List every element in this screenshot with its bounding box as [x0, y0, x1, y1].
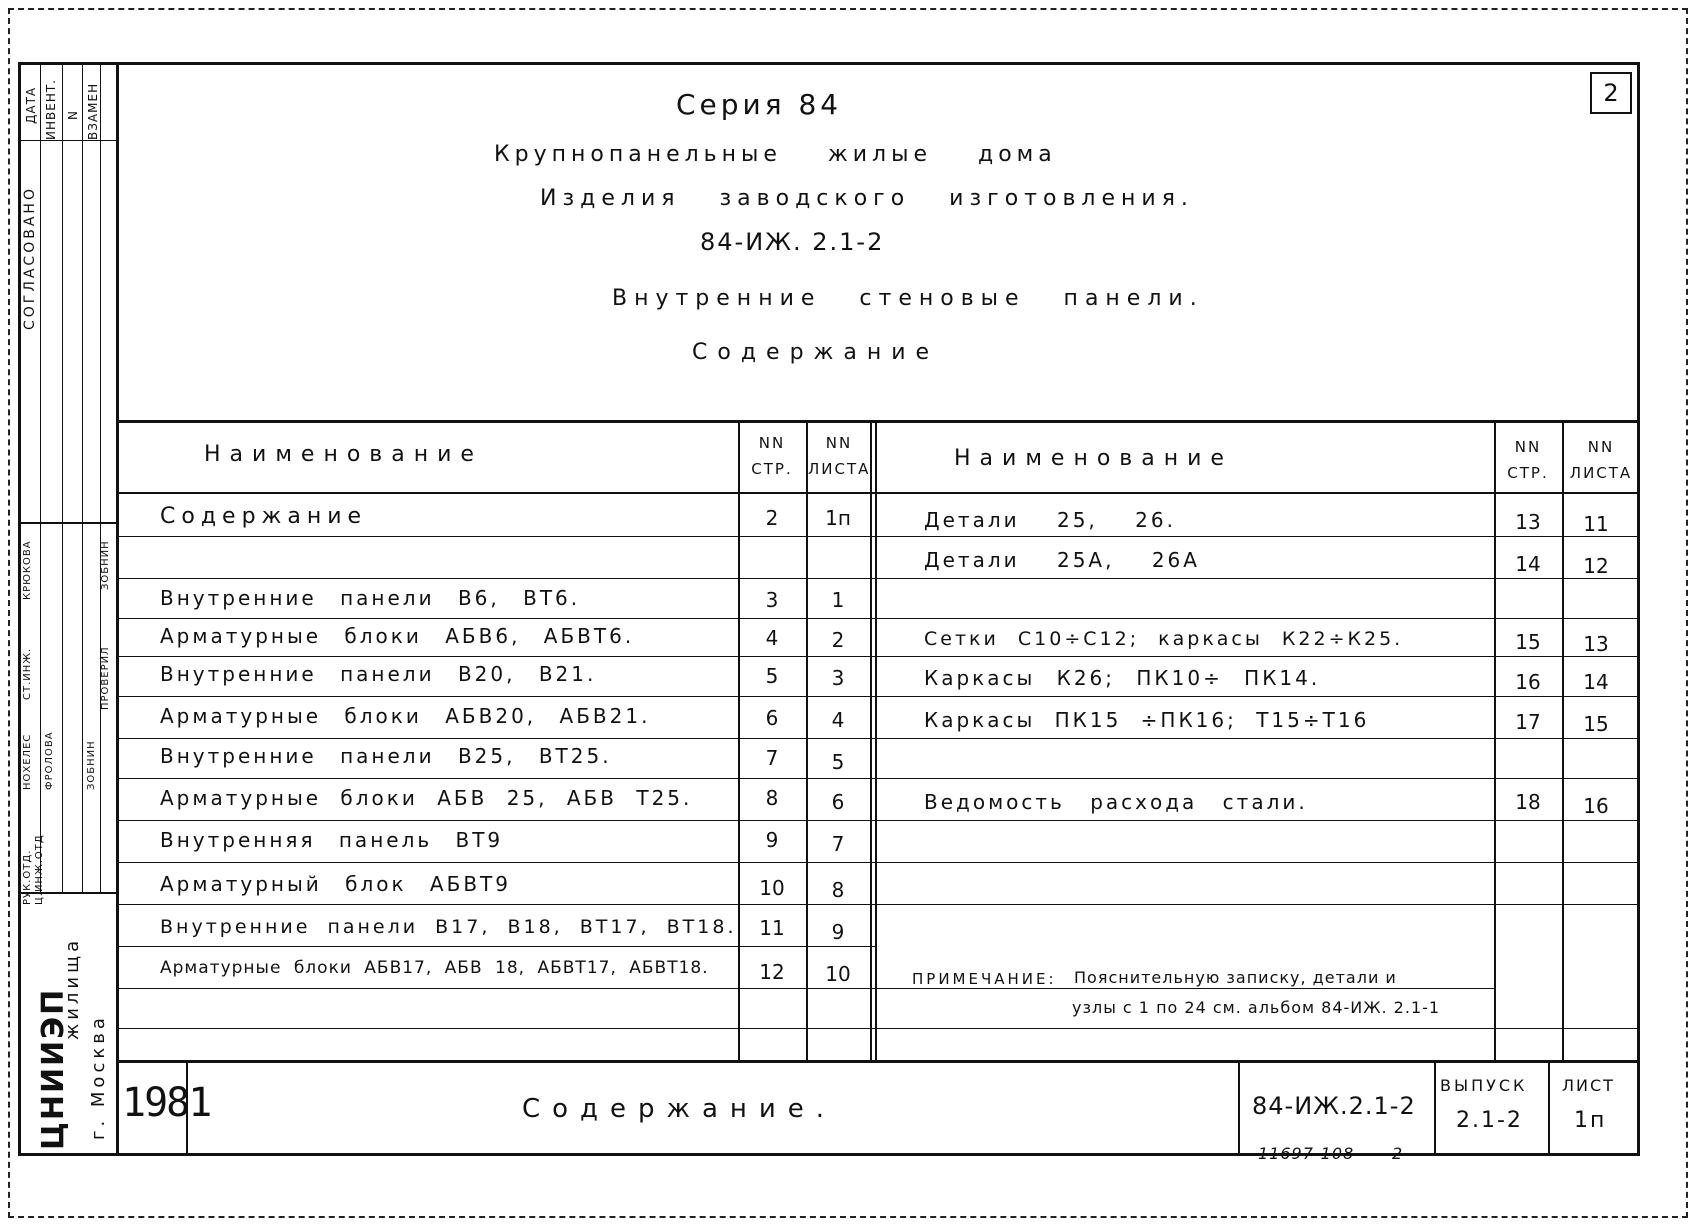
- stamp-vline: [1434, 1060, 1436, 1156]
- list-item-page: 9: [765, 828, 779, 852]
- list-item-name: Внутренние панели В17, В18, ВТ17, ВТ18.: [160, 916, 737, 938]
- footer-page: 2: [1392, 1144, 1406, 1163]
- row-line: [116, 946, 876, 947]
- table-vline: [738, 420, 740, 1060]
- stamp-code: 84-ИЖ.2.1-2: [1252, 1092, 1416, 1120]
- list-item-page: 10: [759, 876, 785, 900]
- list-item-name: Содержание: [160, 504, 368, 529]
- list-item-page: 11: [759, 916, 785, 940]
- list-item-name: Ведомость расхода стали.: [924, 790, 1308, 814]
- table-vline: [875, 420, 877, 1060]
- strip-role: РУК.ОТД.: [22, 849, 33, 905]
- list-item-name: Внутренние панели В25, ВТ25.: [160, 744, 612, 768]
- list-item-name: Внутренняя панель ВТ9: [160, 828, 504, 852]
- list-item-name: Внутренние панели В6, ВТ6.: [160, 586, 581, 610]
- stamp-org-sub: жилища: [62, 936, 83, 1040]
- strip-name: НОХЕЛЕС: [22, 733, 33, 790]
- title-line4: Содержание: [692, 340, 940, 365]
- strip-name: ЗОБНИН: [100, 540, 111, 590]
- header-name-right: Наименование: [954, 446, 1233, 471]
- row-line: [116, 1028, 876, 1029]
- stamp-issue: 2.1-2: [1456, 1108, 1523, 1133]
- list-item-sheet: 4: [831, 708, 845, 732]
- list-item-page: 14: [1515, 552, 1541, 576]
- list-item-sheet: 11: [1583, 512, 1609, 536]
- list-item-name: Детали 25А, 26А: [924, 548, 1200, 572]
- strip-name: ФРОЛОВА: [44, 731, 55, 790]
- title-code: 84-ИЖ. 2.1-2: [700, 228, 885, 256]
- row-line-right: [876, 1028, 1640, 1029]
- list-item-sheet: 1п: [825, 506, 851, 530]
- list-item-sheet: 10: [825, 962, 851, 986]
- list-item-page: 15: [1515, 630, 1541, 654]
- row-line: [116, 904, 1640, 905]
- list-item-sheet: 5: [831, 750, 845, 774]
- list-item-page: 4: [765, 626, 779, 650]
- row-line: [116, 862, 1640, 863]
- strip-instead: ВЗАМЕН: [86, 82, 100, 140]
- header-name-left: Наименование: [204, 442, 483, 467]
- strip-hline: [18, 140, 116, 141]
- list-item-name: Детали 25, 26.: [924, 508, 1176, 532]
- list-item-name: Арматурный блок АБВТ9: [160, 872, 511, 896]
- row-line: [116, 536, 1640, 537]
- strip-date: ДАТА: [24, 86, 38, 124]
- row-line: [116, 696, 1640, 697]
- row-line: [116, 656, 1640, 657]
- list-item-page: 8: [765, 786, 779, 810]
- strip-name: ПРОВЕРИЛ: [100, 646, 111, 710]
- stamp-sheet-label: ЛИСТ: [1562, 1076, 1615, 1095]
- strip-agreed: СОГЛАСОВАНО: [22, 186, 38, 330]
- strip-hline: [18, 522, 116, 524]
- list-item-page: 17: [1515, 710, 1541, 734]
- stamp-title: Содержание.: [522, 1094, 837, 1124]
- list-item-page: 13: [1515, 510, 1541, 534]
- title-line2: Изделия заводского изготовления.: [540, 186, 1194, 211]
- header-page-left: NN СТР.: [751, 434, 793, 478]
- strip-name: ЗОБНИН: [86, 740, 97, 790]
- list-item-sheet: 12: [1583, 554, 1609, 578]
- strip-name: КРЮКОВА: [22, 540, 33, 600]
- row-line: [116, 778, 1640, 779]
- list-item-sheet: 13: [1583, 632, 1609, 656]
- row-line: [116, 738, 1640, 739]
- strip-role: СТ.ИНЖ.: [22, 647, 33, 700]
- series-title: Серия 84: [676, 88, 843, 121]
- table-vline: [870, 420, 872, 1060]
- table-top: [116, 420, 1640, 423]
- table-header-bottom: [116, 492, 1640, 494]
- strip-number: N: [66, 110, 80, 120]
- list-item-sheet: 9: [831, 920, 845, 944]
- row-line-right: [876, 988, 1494, 989]
- strip-invent: ИНВЕНТ.: [44, 79, 58, 140]
- stamp-city: г. Москва: [88, 1014, 109, 1140]
- stamp-org: ЦНИИЭП: [36, 987, 71, 1150]
- footer-inventory-number: 11697-108: [1258, 1144, 1355, 1163]
- list-item-page: 16: [1515, 670, 1541, 694]
- list-item-name: Внутренние панели В20, В21.: [160, 662, 597, 686]
- list-item-name: Каркасы К26; ПК10÷ ПК14.: [924, 666, 1321, 690]
- stamp-issue-label: ВЫПУСК: [1440, 1076, 1528, 1095]
- header-sheet-left: NN ЛИСТА: [808, 434, 871, 478]
- list-item-sheet: 7: [831, 832, 845, 856]
- list-item-sheet: 8: [831, 878, 845, 902]
- list-item-sheet: 1: [831, 588, 845, 612]
- stamp-year: 1981: [122, 1080, 211, 1126]
- strip-divider: [82, 62, 83, 892]
- list-item-page: 3: [765, 588, 779, 612]
- list-item-name: Арматурные блоки АБВ17, АБВ 18, АБВТ17, АБВТ18.: [160, 958, 709, 978]
- list-item-page: 5: [765, 664, 779, 688]
- list-item-name: Арматурные блоки АБВ6, АБВТ6.: [160, 624, 635, 648]
- header-page-right: NN СТР.: [1507, 438, 1549, 482]
- stamp-sheet: 1п: [1574, 1108, 1607, 1133]
- table-vline: [1562, 420, 1564, 1060]
- header-sheet-right: NN ЛИСТА: [1569, 438, 1633, 482]
- note-label: ПРИМЕЧАНИЕ:: [912, 970, 1057, 988]
- list-item-page: 12: [759, 960, 785, 984]
- list-item-sheet: 2: [831, 628, 845, 652]
- list-item-page: 2: [765, 506, 779, 530]
- table-vline: [1494, 420, 1496, 1060]
- list-item-name: Арматурные блоки АБВ 25, АБВ Т25.: [160, 786, 693, 810]
- strip-border-right: [116, 62, 119, 1156]
- sheet-number-box: [1590, 72, 1632, 114]
- strip-divider: [100, 62, 101, 892]
- note-line1: Пояснительную записку, детали и: [1074, 968, 1397, 987]
- list-item-sheet: 6: [831, 790, 845, 814]
- stamp-vline: [1238, 1060, 1240, 1156]
- strip-role: Ц.ИНЖ.ОТД: [34, 834, 45, 905]
- list-item-page: 7: [765, 746, 779, 770]
- title-line3: Внутренние стеновые панели.: [612, 286, 1204, 311]
- list-item-page: 6: [765, 706, 779, 730]
- strip-divider: [40, 62, 41, 892]
- title-line1: Крупнопанельные жилые дома: [494, 142, 1057, 167]
- list-item-name: Арматурные блоки АБВ20, АБВ21.: [160, 704, 651, 728]
- strip-divider: [62, 62, 63, 892]
- list-item-sheet: 15: [1583, 712, 1609, 736]
- row-line: [116, 578, 1640, 579]
- row-line: [116, 988, 876, 989]
- list-item-page: 18: [1515, 790, 1541, 814]
- list-item-sheet: 16: [1583, 794, 1609, 818]
- sheet-number: 2: [1603, 79, 1619, 107]
- row-line: [116, 820, 1640, 821]
- stamp-top: [116, 1060, 1640, 1063]
- list-item-name: Каркасы ПК15 ÷ПК16; Т15÷Т16: [924, 708, 1370, 732]
- row-line: [116, 618, 1640, 619]
- note-line2: узлы с 1 по 24 см. альбом 84-ИЖ. 2.1-1: [1072, 998, 1441, 1017]
- list-item-sheet: 3: [831, 666, 845, 690]
- list-item-name: Сетки С10÷С12; каркасы К22÷К25.: [924, 628, 1404, 650]
- stamp-vline: [1548, 1060, 1550, 1156]
- list-item-sheet: 14: [1583, 670, 1609, 694]
